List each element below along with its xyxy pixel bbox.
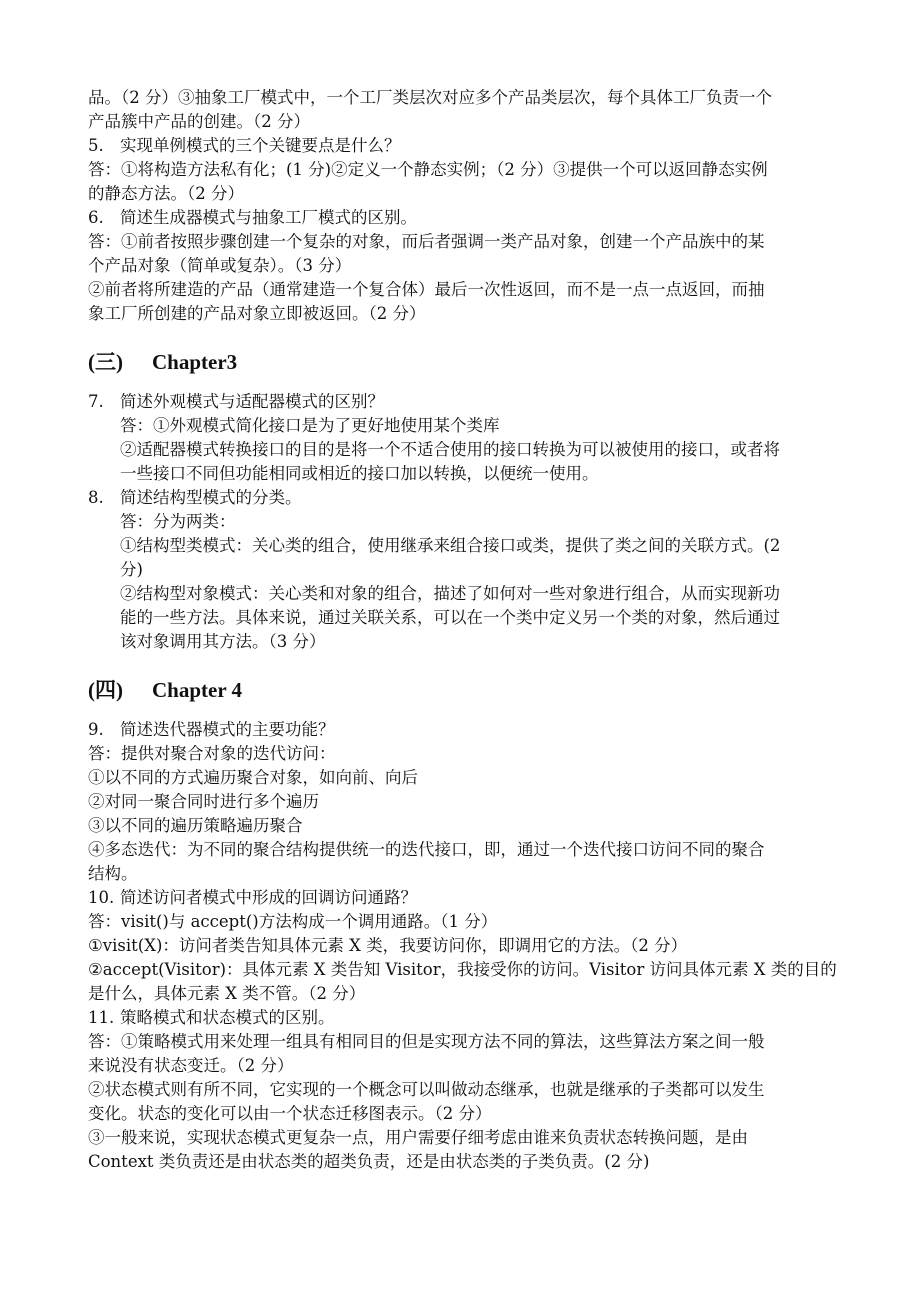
- chapter-4-heading: [88, 676, 858, 704]
- answer-line: ①visit(X)：访问者类告知具体元素 X 类，我要访问你，即调用它的方法。（2 分）: [88, 936, 688, 955]
- chapter-tag: (四): [88, 678, 123, 702]
- answer-line: 象工厂所创建的产品对象立即被返回。（2 分）: [88, 304, 426, 323]
- answer-line: ②结构型对象模式：关心类和对象的组合，描述了如何对一些对象进行组合，从而实现新功: [120, 584, 780, 603]
- answer-line: 变化。状态的变化可以由一个状态迁移图表示。（2 分）: [88, 1104, 492, 1123]
- answer-line: 答：①将构造方法私有化；(1 分)②定义一个静态实例；（2 分）③提供一个可以返回静态实例: [88, 160, 768, 179]
- chapter-3-heading: [88, 348, 858, 376]
- chapter-title: Chapter3: [152, 350, 238, 374]
- question-text: 实现单例模式的三个关键要点是什么？: [120, 136, 401, 155]
- answer-line: ②前者将所建造的产品（通常建造一个复合体）最后一次性返回，而不是一点一点返回，而抽: [88, 280, 765, 299]
- question-text: 简述迭代器模式的主要功能？: [120, 720, 335, 739]
- question-8: [88, 486, 858, 510]
- answer-line: ④多态迭代：为不同的聚合结构提供统一的迭代接口，即，通过一个迭代接口访问不同的聚合: [88, 840, 765, 859]
- answer-line: ③以不同的遍历策略遍历聚合: [88, 816, 303, 835]
- question-text: 简述访问者模式中形成的回调访问通路？: [120, 888, 417, 907]
- question-7: [88, 390, 858, 414]
- question-text: 策略模式和状态模式的区别。: [120, 1008, 335, 1027]
- question-number: 5.: [88, 136, 104, 155]
- answer-line: 答：①外观模式简化接口是为了更好地使用某个类库: [120, 416, 500, 435]
- answer-line: ①结构型类模式：关心类的组合，使用继承来组合接口或类，提供了类之间的关联方式。(2: [120, 536, 781, 555]
- question-number: 11.: [88, 1008, 115, 1027]
- answer-line: ②accept(Visitor)：具体元素 X 类告知 Visitor，我接受你的访问。Visitor 访问具体元素 X 类的目的: [88, 960, 837, 979]
- answer-line: ①以不同的方式遍历聚合对象，如向前、向后: [88, 768, 418, 787]
- intro-line-1: 品。（2 分）③抽象工厂模式中，一个工厂类层次对应多个产品类层次，每个具体工厂负责一个: [88, 88, 772, 107]
- answer-line: Context 类负责还是由状态类的超类负责，还是由状态类的子类负责。(2 分): [88, 1152, 650, 1171]
- question-text: 简述外观模式与适配器模式的区别？: [120, 392, 384, 411]
- question-number: 6.: [88, 208, 104, 227]
- question-text: 简述结构型模式的分类。: [120, 488, 302, 507]
- answer-line: 来说没有状态变迁。（2 分）: [88, 1056, 294, 1075]
- answer-line: 答：提供对聚合对象的迭代访问：: [88, 744, 336, 763]
- answer-line: 结构。: [88, 864, 138, 883]
- question-11: [88, 1006, 858, 1030]
- question-9: [88, 718, 858, 742]
- intro-line-2: 产品簇中产品的创建。（2 分）: [88, 112, 310, 131]
- answer-line: 的静态方法。（2 分）: [88, 184, 244, 203]
- question-number: 7.: [88, 392, 104, 411]
- answer-line: ②状态模式则有所不同，它实现的一个概念可以叫做动态继承，也就是继承的子类都可以发生: [88, 1080, 765, 1099]
- answer-line: 能的一些方法。具体来说，通过关联关系，可以在一个类中定义另一个类的对象，然后通过: [120, 608, 780, 627]
- question-6: [88, 206, 858, 230]
- question-text: 简述生成器模式与抽象工厂模式的区别。: [120, 208, 417, 227]
- chapter-tag: (三): [88, 350, 123, 374]
- question-10: [88, 886, 858, 910]
- answer-line: 分): [120, 560, 143, 579]
- document-page: [88, 86, 858, 1174]
- answer-line: 一些接口不同但功能相同或相近的接口加以转换，以便统一使用。: [120, 464, 599, 483]
- answer-line: 该对象调用其方法。（3 分）: [120, 632, 326, 651]
- answer-line: 答：①策略模式用来处理一组具有相同目的但是实现方法不同的算法，这些算法方案之间一般: [88, 1032, 765, 1051]
- answer-line: ③一般来说，实现状态模式更复杂一点，用户需要仔细考虑由谁来负责状态转换问题，是由: [88, 1128, 748, 1147]
- question-5: [88, 134, 858, 158]
- answer-line: ②对同一聚合同时进行多个遍历: [88, 792, 319, 811]
- question-number: 10.: [88, 888, 115, 907]
- answer-line: 是什么，具体元素 X 类不管。（2 分）: [88, 984, 366, 1003]
- question-number: 9.: [88, 720, 104, 739]
- answer-line: 个产品对象（简单或复杂）。（3 分）: [88, 256, 352, 275]
- answer-line: 答：visit()与 accept()方法构成一个调用通路。（1 分）: [88, 912, 498, 931]
- question-number: 8.: [88, 488, 104, 507]
- answer-line: ②适配器模式转换接口的目的是将一个不适合使用的接口转换为可以被使用的接口，或者将: [120, 440, 780, 459]
- answer-line: 答：分为两类：: [120, 512, 236, 531]
- answer-line: 答：①前者按照步骤创建一个复杂的对象，而后者强调一类产品对象，创建一个产品族中的某: [88, 232, 765, 251]
- chapter-title: Chapter 4: [152, 678, 243, 702]
